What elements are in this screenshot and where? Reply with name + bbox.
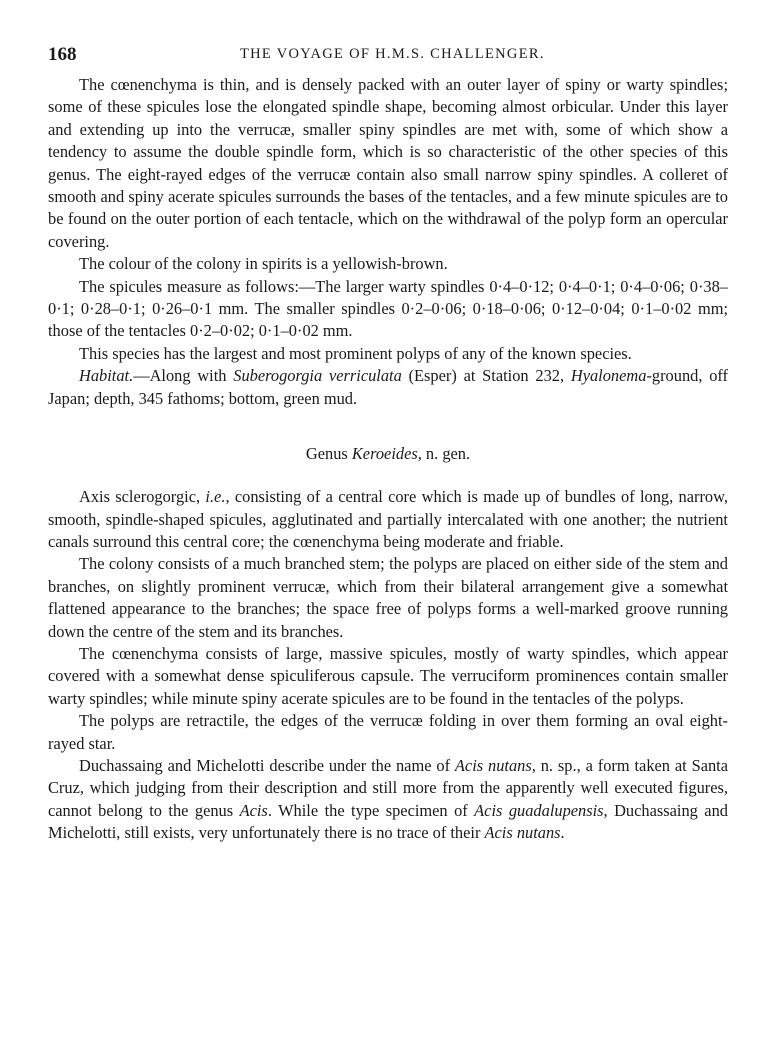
habitat-place: Hyalonema [570, 366, 647, 386]
paragraph-colour: The colour of the colony in spirits is a yellowish-brown. [79, 254, 448, 274]
acis-genus-name: Acis [239, 800, 268, 820]
acis-text-1: Duchassaing and Michelotti describe under the name of [79, 755, 455, 775]
paragraph-acis-nutans [48, 755, 728, 845]
page-number: 168 [48, 44, 77, 65]
acis-text-3: . While the type specimen of [267, 800, 475, 820]
paragraph-coenenchyma-spicules: The cœnenchyma consists of large, massive spicules, mostly of warty spindles, which appear covered with a somewhat dense spiculiferous capsule. The verruciform prominences contain smaller warty spindles; while minute spiny acerate spicules are to be found in the tentacles of the polyps. [48, 643, 728, 708]
paragraph-colony: The colony consists of a much branched stem; the polyps are placed on either side of the stem and branches, on slightly prominent verrucæ, which from their bilateral arrangement give a somewhat flattened appearance to the branches; the space free of polyps forms a well-marked groove running down the centre of the stem and its branches. [48, 554, 728, 641]
axis-text-1: Axis sclerogorgic, [79, 487, 206, 507]
habitat-label: Habitat. [79, 366, 134, 386]
habitat-text-1: —Along with [133, 366, 234, 386]
acis-text-5: . [560, 823, 565, 843]
genus-name: Keroeides [351, 444, 418, 464]
axis-ie: i.e. [205, 487, 226, 507]
genus-suffix: , n. gen. [417, 444, 471, 464]
genus-prefix: Genus [305, 444, 352, 464]
habitat-species: Suberogorgia verriculata [233, 366, 402, 386]
acis-nutans-name-2: Acis nutans [484, 823, 561, 843]
habitat-text-2: (Esper) at Station 232, [401, 366, 571, 386]
paragraph-axis [48, 486, 728, 553]
running-title: THE VOYAGE OF H.M.S. CHALLENGER. [240, 46, 545, 62]
habitat-text-3: -ground, off Japan; depth, 345 fathoms; bottom, green mud. [48, 366, 729, 408]
running-head [48, 40, 728, 70]
acis-guadalupensis-name: Acis guadalupensis [474, 800, 604, 820]
acis-nutans-name-1: Acis nutans [454, 755, 532, 775]
paragraph-polyps: The polyps are retractile, the edges of the verrucæ folding in over them forming an oval eight-rayed star. [48, 711, 728, 753]
acis-text-2: , n. sp., a form taken at Santa Cruz, which judging from their description and still more from the apparently well executed figures, cannot belong to the genus [48, 755, 729, 820]
genus-heading [48, 444, 728, 464]
axis-text-2: , consisting of a central core which is made up of bundles of long, narrow, smooth, spindle-shaped spicules, agglutinated and partially intercalated with one another; the nutrient canals surround this central core; the cœnenchyma being moderate and friable. [48, 487, 728, 551]
paragraph-largest-polyps: This species has the largest and most prominent polyps of any of the known species. [79, 343, 632, 363]
paragraph-coenenchyma: The cœnenchyma is thin, and is densely packed with an outer layer of spiny or warty spindles; some of these spicules lose the elongated spindle shape, becoming almost orbicular. Under this layer and extending up into the verrucæ, smaller spiny spindles are met with, some of which show a tendency to assume the double spindle form, which is so characteristic of the other species of this genus. The eight-rayed edges of the verrucæ contain also small narrow spiny spindles. A colleret of smooth and spiny acerate spicules surrounds the bases of the tentacles, and a few minute spicules are to be found on the outer portion of each tentacle, which on the withdrawal of the polyp form an opercular covering. [48, 75, 728, 251]
paragraph-spicule-measurements: The spicules measure as follows:—The larger warty spindles 0·4–0·12; 0·4–0·1; 0·4–0·06; 0·38–0·1; 0·28–0·1; 0·26–0·1 mm. The smaller spindles 0·2–0·06; 0·18–0·06; 0·12–0·04; 0·1–0·02 mm; those of the tentacles 0·2–0·02; 0·1–0·02 mm. [48, 276, 728, 341]
page [48, 40, 728, 845]
paragraph-habitat [48, 365, 728, 410]
acis-text-4: , Duchassaing and Michelotti, still exists, very unfortunately there is no trace of their [48, 800, 728, 843]
